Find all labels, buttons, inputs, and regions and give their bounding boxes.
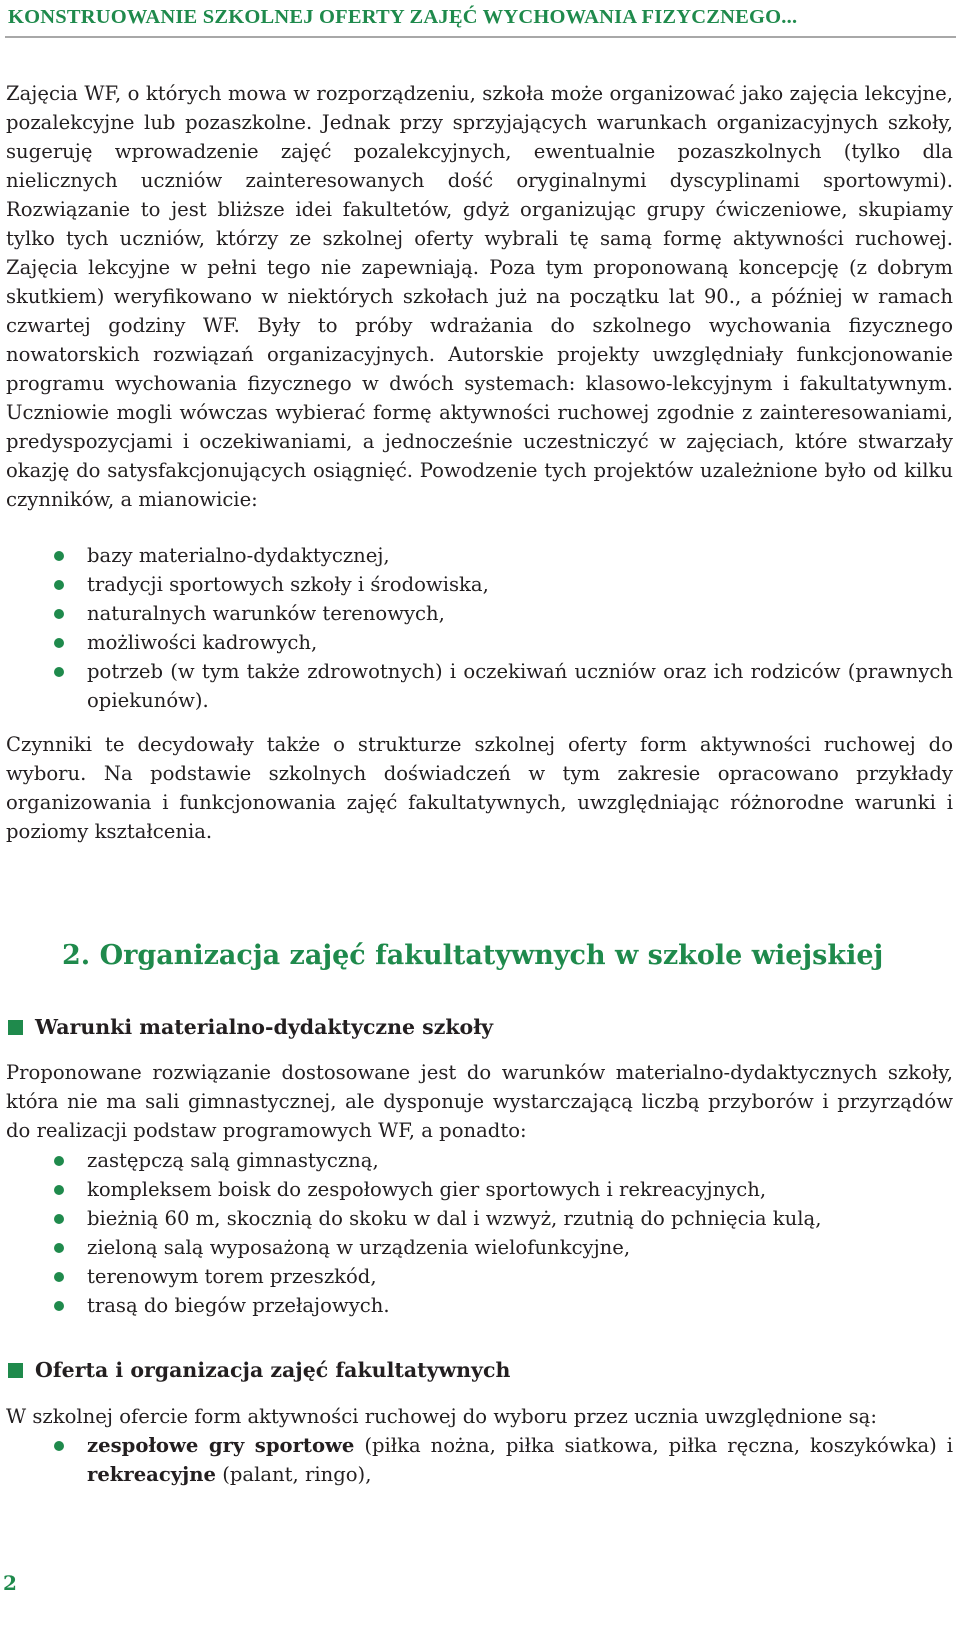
- factors-list: [6, 541, 953, 715]
- bullet-icon: [54, 1243, 64, 1253]
- list-item: [6, 1204, 953, 1233]
- list-item: [6, 599, 953, 628]
- list-item: [6, 628, 953, 657]
- bullet-icon: [54, 638, 64, 648]
- bullet-icon: [54, 551, 64, 561]
- emphasis-text: zespołowe gry sportowe: [87, 1434, 355, 1457]
- list-item: [6, 1431, 953, 1489]
- list-item: [6, 570, 953, 599]
- list-item-text: możliwości kadrowych,: [87, 631, 318, 654]
- list-item: [6, 1233, 953, 1262]
- bullet-icon: [54, 1272, 64, 1282]
- list-item: [6, 1262, 953, 1291]
- bullet-icon: [54, 580, 64, 590]
- running-header: KONSTRUOWANIE SZKOLNEJ OFERTY ZAJĘĆ WYCHOWANIA FIZYCZNEGO...: [8, 6, 798, 28]
- list-item-text: (palant, ringo),: [215, 1463, 372, 1486]
- conditions-paragraph: Proponowane rozwiązanie dostosowane jest do warunków materialno-dydaktycznych szkoły, która nie ma sali gimnastycznej, ale dysponuje wystarczającą liczbą przyborów i przyrządów do realizacji podstaw programowych WF, a ponadto:: [6, 1061, 953, 1142]
- list-item-text: bieżnią 60 m, skocznią do skoku w dal i wzwyż, rzutnią do pchnięcia kulą,: [87, 1207, 822, 1230]
- header-divider: [5, 36, 956, 38]
- intro-paragraph: Zajęcia WF, o których mowa w rozporządzeniu, szkoła może organizować jako zajęcia lekcyjne, pozalekcyjne lub pozaszkolne. Jednak przy sprzyjających warunkach organizacyjnych szkoły, sugeruję wprowadzenie zajęć pozalekcyjnych, ewentualnie pozaszkolnych (tylko dla nielicznych uczniów zainteresowanych dość oryginalnymi dyscyplinami sportowymi). Rozwiązanie to jest bliższe idei fakultetów, gdyż organizując grupy ćwiczeniowe, skupiamy tylko tych uczniów, którzy ze szkolnej oferty wybrali tę samą formę aktywności ruchowej. Zajęcia lekcyjne w pełni tego nie zapewniają. Poza tym proponowaną koncepcję (z dobrym skutkiem) weryfikowano w niektórych szkołach już na początku lat 90., a później w ramach czwartej godziny WF. Były to próby wdrażania do szkolnego wychowania fizycznego nowatorskich rozwiązań organizacyjnych. Autorskie projekty uwzględniały funkcjonowanie programu wychowania fizycznego w dwóch systemach: klasowo-lekcyjnym i fakultatywnym. Uczniowie mogli wówczas wybierać formę aktywności ruchowej zgodnie z zainteresowaniami, predyspozycjami i oczekiwaniami, a jednocześnie uczestniczyć w zajęciach, które stwarzały okazję do satysfakcjonujących osiągnięć. Powodzenie tych projektów uzależnione było od kilku czynników, a mianowicie:: [6, 82, 953, 511]
- list-item-text: kompleksem boisk do zespołowych gier sportowych i rekreacyjnych,: [87, 1178, 767, 1201]
- list-item-text: terenowym torem przeszkód,: [87, 1265, 377, 1288]
- emphasis-text: rekreacyjne: [87, 1463, 216, 1486]
- bullet-icon: [54, 1441, 64, 1451]
- list-item-text: zastępczą salą gimnastyczną,: [87, 1149, 379, 1172]
- list-item-text: potrzeb (w tym także zdrowotnych) i oczekiwań uczniów oraz ich rodziców (prawnych opiekunów).: [87, 660, 953, 712]
- square-bullet-icon: [8, 1020, 23, 1035]
- subsection-heading: [8, 1015, 493, 1039]
- subsection-heading: [8, 1358, 510, 1382]
- subsection-heading-text: Warunki materialno-dydaktyczne szkoły: [35, 1015, 494, 1039]
- list-item: [6, 1146, 953, 1175]
- list-item: [6, 1175, 953, 1204]
- facilities-list: [6, 1146, 953, 1320]
- list-item-text: tradycji sportowych szkoły i środowiska,: [87, 573, 489, 596]
- offer-paragraph: W szkolnej ofercie form aktywności ruchowej do wyboru przez ucznia uwzględnione są:: [6, 1405, 877, 1428]
- list-item: [6, 1291, 953, 1320]
- page-number: 2: [3, 1571, 17, 1595]
- list-item: [6, 541, 953, 570]
- bullet-icon: [54, 1156, 64, 1166]
- offer-list: [6, 1431, 953, 1489]
- list-item-text: zieloną salą wyposażoną w urządzenia wielofunkcyjne,: [87, 1236, 631, 1259]
- bullet-icon: [54, 667, 64, 677]
- bullet-icon: [54, 609, 64, 619]
- list-item: [6, 657, 953, 715]
- bullet-icon: [54, 1214, 64, 1224]
- conclusion-paragraph: Czynniki te decydowały także o strukturze szkolnej oferty form aktywności ruchowej do wyboru. Na podstawie szkolnych doświadczeń w tym zakresie opracowano przykłady organizowania i funkcjonowania zajęć fakultatywnych, uwzględniając różnorodne warunki i poziomy kształcenia.: [6, 733, 953, 843]
- section-title: 2. Organizacja zajęć fakultatywnych w szkole wiejskiej: [62, 940, 884, 971]
- bullet-icon: [54, 1301, 64, 1311]
- list-item-text: (piłka nożna, piłka siatkowa, piłka ręczna, koszykówka) i: [354, 1434, 953, 1457]
- square-bullet-icon: [8, 1363, 23, 1378]
- list-item-text: trasą do biegów przełajowych.: [87, 1294, 390, 1317]
- bullet-icon: [54, 1185, 64, 1195]
- list-item-text: naturalnych warunków terenowych,: [87, 602, 445, 625]
- list-item-text: bazy materialno-dydaktycznej,: [87, 544, 390, 567]
- subsection-heading-text: Oferta i organizacja zajęć fakultatywnych: [35, 1358, 511, 1382]
